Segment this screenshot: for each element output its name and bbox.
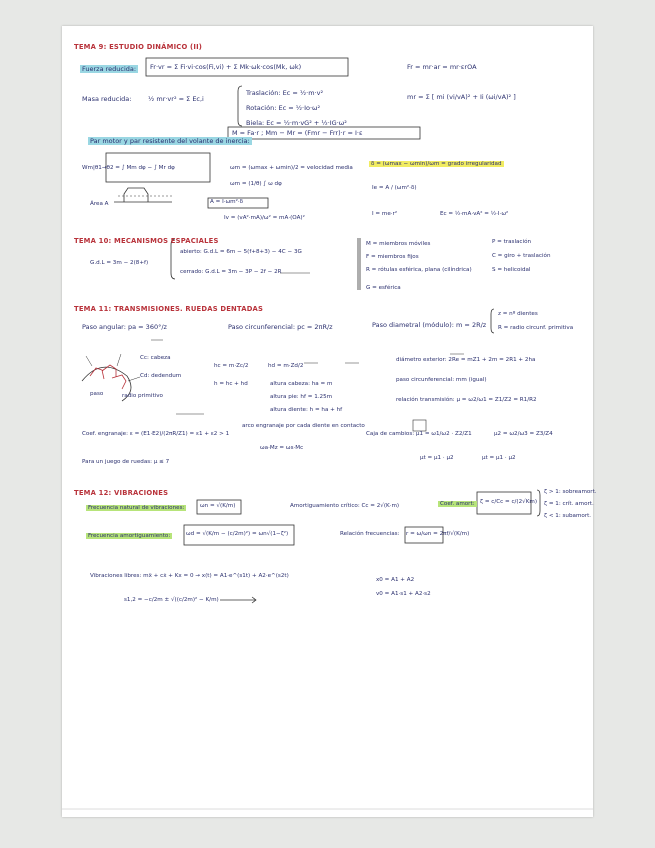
area-eq: A = I·ωm²·δ — [210, 199, 244, 205]
x0-eq: x0 = A1 + A2 — [376, 577, 415, 583]
biela-eq: Biela: Ec = ½·m·vG² + ½·IG·ω² — [246, 119, 347, 127]
tema9-title: TEMA 9: ESTUDIO DINÁMICO (II) — [74, 43, 203, 51]
fuerza-reducida-eq: Fr·vr = Σ Fi·vi·cos(Fi,vi) + Σ Mk·ωk·cos(Mk, ωk) — [150, 63, 302, 71]
altura-pie: altura pie: hf = 1.25m — [270, 394, 333, 400]
leyenda-p: P = traslación — [492, 239, 532, 245]
ie-eq: Ie = A / (ωm²·δ) — [372, 185, 417, 191]
mu-prod-2: μt = μ1 · μ2 — [482, 455, 516, 461]
fuerza-reducida-label: Fuerza reducida: — [82, 65, 137, 73]
s12-eq: s1,2 = −c/2m ± √((c/2m)² − K/m) — [124, 597, 219, 603]
tema12-title: TEMA 12: VIBRACIONES — [74, 489, 169, 497]
relacion-transmision: relación transmisión: μ = ω2/ω1 = Z1/Z2 = R1/R2 — [396, 397, 537, 403]
tema11-title: TEMA 11: TRANSMISIONES. RUEDAS DENTADAS — [74, 305, 264, 313]
motor-eq: M = Fa·r ; Mm − Mr = (Fmr − Frr)·r = I·ε — [232, 129, 363, 137]
iv-eq: Iv = (vA²·mA)/ω² = mA·(OA)² — [224, 215, 305, 221]
frecuencia-natural-eq: ωn = √(K/m) — [200, 503, 236, 509]
diametro-exterior: diámetro exterior: 2Re = mZ1 + 2m = 2R1 + 2ha — [396, 357, 536, 363]
masa-reducida-eq: ½ mr·vr² = Σ Ec,i — [148, 95, 204, 103]
paso-diametral: Paso diametral (módulo): m = 2R/z — [372, 321, 487, 329]
integral-eq: Wm|θ1→θ2 = ∫ Mm dφ − ∫ Mr dφ — [82, 165, 175, 171]
amortiguamiento-critico: Amortiguamiento crítico: Cc = 2√(K·m) — [290, 503, 400, 509]
coef-amort: Coef. amort: — [440, 501, 475, 507]
i-eq: I = me·r² — [372, 211, 398, 217]
gdl-abierto: abierto: G.d.L = 6m − 5(f+8+3) − 4C − 3G — [180, 249, 302, 255]
label-radio: radio primitivo — [122, 393, 163, 399]
mu2-eq: μ2 = ω2/ω3 = Z3/Z4 — [494, 431, 553, 437]
area-label: Área A — [90, 201, 109, 207]
mr-eq: mr = Σ [ mi (vi/vA)² + Ii (ωi/vA)² ] — [407, 93, 516, 101]
label-cabeza: Cc: cabeza — [140, 355, 171, 361]
fr-eq: Fr = mr·ar = mr·εrOA — [407, 63, 477, 71]
tema10-title: TEMA 10: MECANISMOS ESPACIALES — [74, 237, 219, 245]
zeta-sobre: ζ > 1: sobreamort. — [544, 489, 597, 495]
gdl-eq: G.d.L = 3m − 2(8+f) — [90, 260, 149, 266]
altura-diente: altura diente: h = ha + hf — [270, 407, 343, 413]
ruedas-tren: Para un juego de ruedas: μ ≤ 7 — [82, 459, 170, 465]
leyenda-c: C = giro + traslación — [492, 253, 551, 259]
label-paso: paso — [90, 391, 104, 397]
v0-eq: v0 = A1·s1 + A2·s2 — [376, 591, 431, 597]
traslacion-eq: Traslación: Ec = ½·m·v² — [246, 89, 324, 97]
zeta-critico: ζ = 1: crít. amort. — [544, 501, 594, 507]
wm-media-eq: ωm = (ωmax + ωmin)/2 = velocidad media — [230, 165, 353, 171]
arco-engranaje: arco engranaje por cada diente en contacto — [242, 423, 365, 429]
altura-cabeza: altura cabeza: ha = m — [270, 381, 333, 387]
wm-int-eq: ωm = (1/θ) ∫ ω dφ — [230, 181, 282, 187]
leyenda-m: M = miembros móviles — [366, 241, 431, 247]
leyenda-g: G = esférica — [366, 285, 401, 291]
ec-eq: Ec = ½·mA·vA² = ½·I·ω² — [440, 211, 509, 217]
r-def: R = radio circunf. primitiva — [498, 325, 574, 331]
vibraciones-libres: Vibraciones libres: mẍ + cẋ + Kx = 0 → x(t) = A1·e^(s1t) + A2·e^(s2t) — [90, 573, 289, 579]
delta-eq: δ = (ωmax − ωmin)/ωm = grado irregularidad — [371, 161, 502, 167]
mom-eq: ωa·Mz = ωs·Mc — [260, 445, 304, 451]
leyenda-r: R = rótulas esférica, plana (cilíndrica) — [366, 267, 472, 273]
frecuencia-amortiguamiento: Frecuencia amortiguamiento: — [88, 533, 171, 539]
masa-reducida-label: Masa reducida: — [82, 95, 132, 103]
notes-sheet — [62, 26, 597, 817]
z-def: z = nº dientes — [498, 311, 538, 317]
hd-eq: hd = m·Zd/2 — [268, 363, 304, 369]
relacion-frecuencias-eq: r = ω/ωn = 2πf/√(K/m) — [406, 531, 470, 537]
caja-cambios: Caja de cambios: μ1 = ω1/ω2 · Z2/Z1 — [366, 431, 472, 437]
coef-engranaje: Coef. engranaje: ε = (E1·E2)/(2πR/Z1) = ε1 + ε2 > 1 — [82, 431, 230, 437]
relacion-frecuencias: Relación frecuencias: — [340, 531, 400, 537]
coef-amort-eq: ζ = c/Cc = c/(2√Km) — [480, 499, 538, 505]
frecuencia-amortiguamiento-eq: ωd = √(K/m − (c/2m)²) = ωn√(1−ζ²) — [186, 531, 289, 537]
label-dedendum: Cd: dedendum — [140, 373, 182, 379]
paso-angular: Paso angular: pa = 360°/z — [82, 323, 167, 331]
motor-label: Par motor y par resistente del volante de inercia: — [90, 137, 250, 145]
rotacion-eq: Rotación: Ec = ½·Io·ω² — [246, 104, 321, 112]
zeta-sub: ζ < 1: subamort. — [544, 513, 592, 519]
frecuencia-natural: Frecuencia natural de vibraciones: — [88, 505, 185, 511]
leyenda-f: F = miembros fijos — [366, 254, 419, 260]
hc-eq: hc = m·Zc/2 — [214, 363, 249, 369]
leyenda-s: S = helicoidal — [492, 267, 531, 273]
gdl-cerrado: cerrado: G.d.L = 3m − 3P − 2f − 2R — [180, 269, 282, 275]
paso-circ-igual: paso circunferencial: mm (igual) — [396, 377, 487, 383]
paso-circunferencial: Paso circunferencial: pc = 2πR/z — [228, 323, 333, 331]
mu-prod: μt = μ1 · μ2 — [420, 455, 454, 461]
h-eq: h = hc + hd — [214, 381, 248, 387]
